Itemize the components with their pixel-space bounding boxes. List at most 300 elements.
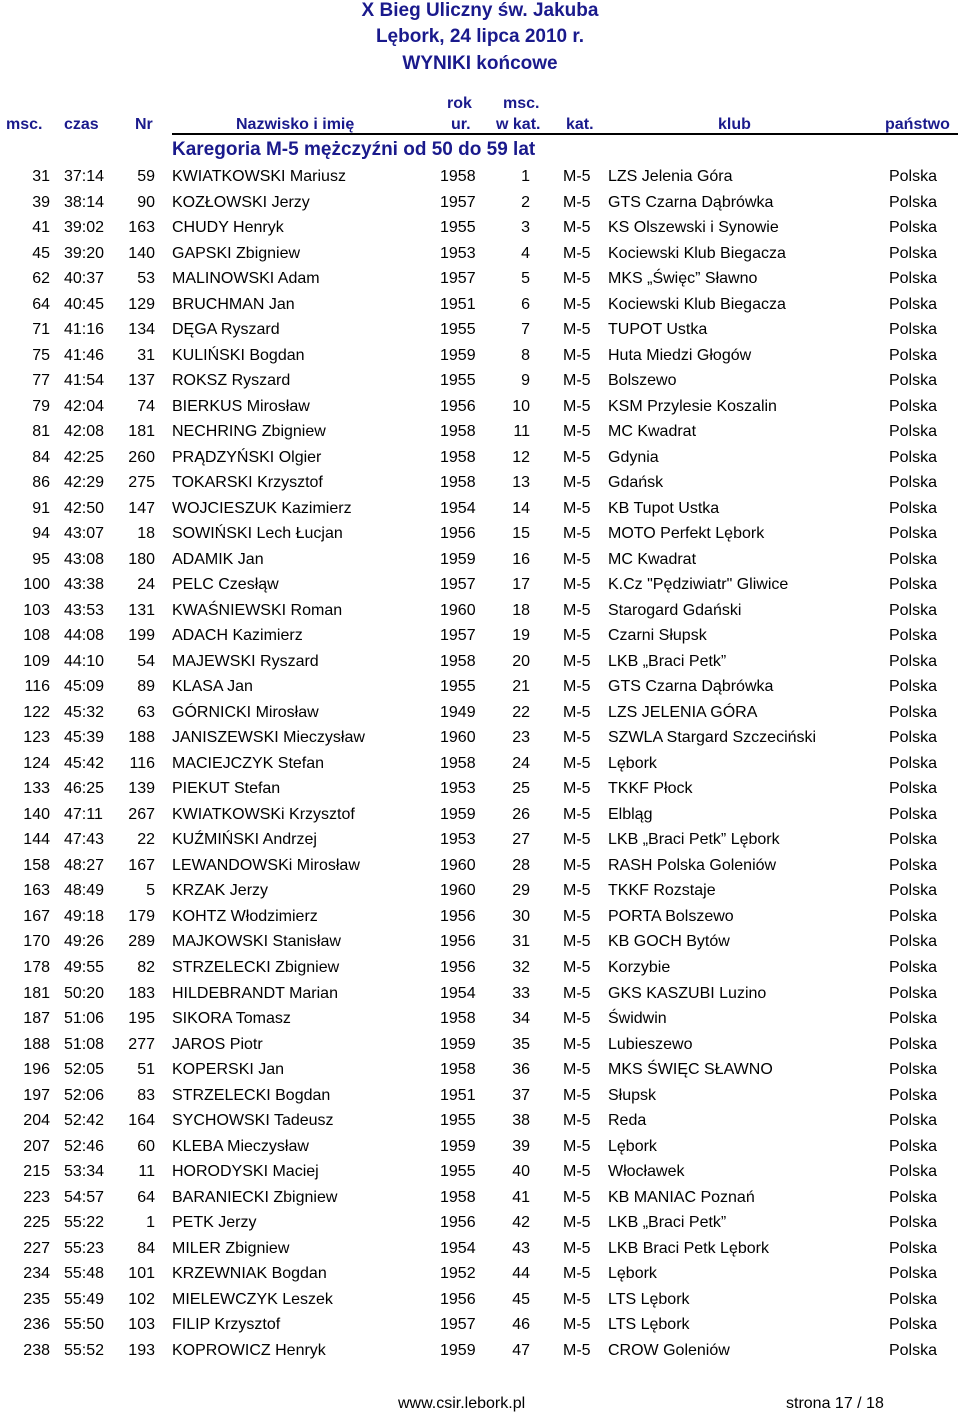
cell-time: 55:48 bbox=[64, 1265, 105, 1283]
cell-year: 1951 bbox=[440, 1086, 476, 1104]
table-row bbox=[0, 624, 960, 650]
cell-kat-position: 17 bbox=[512, 576, 530, 594]
cell-year: 1957 bbox=[440, 1316, 476, 1334]
cell-year: 1955 bbox=[440, 321, 476, 339]
cell-msc: 236 bbox=[23, 1316, 50, 1334]
cell-club: MKS ŚWIĘC SŁAWNO bbox=[608, 1061, 773, 1079]
cell-club: Gdynia bbox=[608, 448, 659, 466]
cell-nr: 180 bbox=[128, 550, 155, 568]
header-rule bbox=[172, 133, 958, 135]
cell-year: 1956 bbox=[440, 397, 476, 415]
cell-time: 51:06 bbox=[64, 1010, 105, 1028]
cell-club: K.Cz "Pędziwiatr" Gliwice bbox=[608, 576, 789, 594]
cell-kat-position: 25 bbox=[512, 780, 530, 798]
cell-nr: 18 bbox=[137, 525, 155, 543]
cell-name: ADAMIK Jan bbox=[172, 550, 264, 568]
cell-year: 1957 bbox=[440, 270, 476, 288]
cell-time: 42:29 bbox=[64, 474, 105, 492]
cell-year: 1960 bbox=[440, 601, 476, 619]
cell-msc: 64 bbox=[32, 295, 50, 313]
cell-name: KUŹMIŃSKI Andrzej bbox=[172, 831, 317, 849]
cell-time: 52:42 bbox=[64, 1112, 105, 1130]
cell-club: GTS Czarna Dąbrówka bbox=[608, 193, 774, 211]
cell-country: Polska bbox=[888, 1239, 937, 1257]
cell-nr: 11 bbox=[138, 1163, 155, 1181]
cell-name: KOZŁOWSKI Jerzy bbox=[172, 193, 310, 211]
cell-msc: 109 bbox=[23, 652, 50, 670]
table-row bbox=[0, 420, 960, 446]
cell-country: Polska bbox=[888, 1188, 937, 1206]
cell-country: Polska bbox=[888, 780, 937, 798]
cell-name: KWIATKOWSKi Krzysztof bbox=[172, 805, 355, 823]
cell-club: Kociewski Klub Biegacza bbox=[608, 244, 786, 262]
cell-category: M-5 bbox=[563, 219, 591, 237]
cell-category: M-5 bbox=[563, 703, 591, 721]
cell-name: MILER Zbigniew bbox=[172, 1239, 290, 1257]
cell-club: LKB „Braci Petk” Lębork bbox=[608, 831, 780, 849]
cell-year: 1958 bbox=[440, 448, 476, 466]
cell-category: M-5 bbox=[563, 270, 591, 288]
cell-time: 47:43 bbox=[64, 831, 105, 849]
cell-country: Polska bbox=[888, 1137, 937, 1155]
col-header-czas: czas bbox=[64, 116, 99, 133]
cell-year: 1960 bbox=[440, 882, 476, 900]
cell-category: M-5 bbox=[563, 907, 591, 925]
cell-name: KULIŃSKI Bogdan bbox=[172, 346, 305, 364]
cell-category: M-5 bbox=[563, 882, 591, 900]
table-row bbox=[0, 1313, 960, 1339]
cell-country: Polska bbox=[888, 397, 937, 415]
cell-club: Kociewski Klub Biegacza bbox=[608, 295, 786, 313]
col-header-rok-bottom: ur. bbox=[451, 116, 471, 133]
cell-name: KRZEWNIAK Bogdan bbox=[172, 1265, 327, 1283]
cell-nr: 140 bbox=[128, 244, 155, 262]
cell-kat-position: 12 bbox=[512, 448, 530, 466]
cell-kat-position: 13 bbox=[512, 474, 530, 492]
col-header-rok-top: rok bbox=[447, 95, 472, 112]
cell-club: TKKF Płock bbox=[608, 780, 693, 798]
cell-category: M-5 bbox=[563, 244, 591, 262]
cell-name: MAJKOWSKI Stanisław bbox=[172, 933, 341, 951]
table-row bbox=[0, 828, 960, 854]
cell-nr: 83 bbox=[137, 1086, 155, 1104]
cell-category: M-5 bbox=[563, 1086, 591, 1104]
cell-club: Lębork bbox=[608, 754, 657, 772]
cell-msc: 31 bbox=[32, 168, 50, 185]
cell-category: M-5 bbox=[563, 678, 591, 696]
cell-nr: 147 bbox=[128, 499, 155, 517]
cell-time: 43:07 bbox=[64, 525, 105, 543]
cell-category: M-5 bbox=[563, 1341, 591, 1359]
table-row bbox=[0, 752, 960, 778]
cell-time: 54:57 bbox=[64, 1188, 105, 1206]
cell-msc: 215 bbox=[23, 1163, 50, 1181]
cell-country: Polska bbox=[888, 729, 937, 747]
cell-msc: 94 bbox=[32, 525, 50, 543]
cell-category: M-5 bbox=[563, 805, 591, 823]
cell-club: LKB „Braci Petk” bbox=[608, 1214, 727, 1232]
cell-nr: 1 bbox=[146, 1214, 155, 1232]
cell-nr: 103 bbox=[128, 1316, 155, 1334]
table-row bbox=[0, 1135, 960, 1161]
cell-country: Polska bbox=[888, 474, 937, 492]
cell-year: 1956 bbox=[440, 933, 476, 951]
cell-msc: 79 bbox=[32, 397, 50, 415]
cell-nr: 82 bbox=[137, 958, 155, 976]
cell-kat-position: 28 bbox=[512, 856, 530, 874]
cell-year: 1959 bbox=[440, 1137, 476, 1155]
cell-category: M-5 bbox=[563, 1188, 591, 1206]
cell-name: KOHTZ Włodzimierz bbox=[172, 907, 318, 925]
cell-kat-position: 43 bbox=[512, 1239, 530, 1257]
cell-name: HILDEBRANDT Marian bbox=[172, 984, 338, 1002]
cell-nr: 90 bbox=[137, 193, 155, 211]
event-title: X Bieg Uliczny św. Jakuba bbox=[361, 0, 599, 21]
cell-kat-position: 14 bbox=[512, 499, 530, 517]
cell-nr: 60 bbox=[137, 1137, 155, 1155]
cell-time: 42:08 bbox=[64, 423, 105, 441]
cell-msc: 71 bbox=[32, 321, 50, 339]
cell-kat-position: 47 bbox=[512, 1341, 530, 1359]
cell-kat-position: 29 bbox=[512, 882, 530, 900]
cell-year: 1955 bbox=[440, 1112, 476, 1130]
footer-url: www.csir.lebork.pl bbox=[398, 1395, 526, 1412]
cell-kat-position: 22 bbox=[512, 703, 530, 721]
cell-category: M-5 bbox=[563, 576, 591, 594]
cell-time: 41:54 bbox=[64, 372, 105, 390]
cell-kat-position: 11 bbox=[513, 423, 530, 441]
cell-club: LKB „Braci Petk” bbox=[608, 652, 727, 670]
cell-category: M-5 bbox=[563, 474, 591, 492]
table-row bbox=[0, 650, 960, 676]
cell-club: LTS Lębork bbox=[608, 1290, 690, 1308]
cell-msc: 62 bbox=[32, 270, 50, 288]
cell-name: KOPROWICZ Henryk bbox=[172, 1341, 326, 1359]
cell-category: M-5 bbox=[563, 550, 591, 568]
cell-kat-position: 36 bbox=[512, 1061, 530, 1079]
cell-year: 1954 bbox=[440, 1239, 476, 1257]
cell-category: M-5 bbox=[563, 933, 591, 951]
table-row bbox=[0, 930, 960, 956]
cell-name: LEWANDOWSKi Mirosław bbox=[172, 856, 360, 874]
cell-year: 1958 bbox=[440, 652, 476, 670]
cell-name: NECHRING Zbigniew bbox=[172, 423, 326, 441]
cell-msc: 39 bbox=[32, 193, 50, 211]
cell-club: GKS KASZUBI Luzino bbox=[608, 984, 767, 1002]
cell-year: 1959 bbox=[440, 1035, 476, 1053]
cell-country: Polska bbox=[888, 933, 937, 951]
cell-name: WOJCIESZUK Kazimierz bbox=[172, 499, 352, 517]
cell-time: 50:20 bbox=[64, 984, 105, 1002]
cell-club: MC Kwadrat bbox=[608, 550, 697, 568]
cell-category: M-5 bbox=[563, 193, 591, 211]
col-header-panstwo: państwo bbox=[885, 116, 950, 133]
cell-name: SIKORA Tomasz bbox=[172, 1010, 291, 1028]
cell-name: CHUDY Henryk bbox=[172, 219, 284, 237]
cell-name: HORODYSKI Maciej bbox=[172, 1163, 319, 1181]
cell-country: Polska bbox=[888, 1163, 937, 1181]
cell-kat-position: 15 bbox=[512, 525, 530, 543]
cell-msc: 196 bbox=[23, 1061, 50, 1079]
cell-msc: 170 bbox=[23, 933, 50, 951]
cell-country: Polska bbox=[888, 1214, 937, 1232]
cell-kat-position: 20 bbox=[512, 652, 530, 670]
cell-time: 51:08 bbox=[64, 1035, 105, 1053]
results-table bbox=[0, 165, 960, 1364]
cell-year: 1960 bbox=[440, 729, 476, 747]
cell-kat-position: 41 bbox=[512, 1188, 530, 1206]
cell-name: PIEKUT Stefan bbox=[172, 780, 281, 798]
cell-year: 1960 bbox=[440, 856, 476, 874]
cell-kat-position: 3 bbox=[521, 219, 530, 237]
cell-category: M-5 bbox=[563, 1137, 591, 1155]
cell-time: 39:20 bbox=[64, 244, 105, 262]
cell-kat-position: 33 bbox=[512, 984, 530, 1002]
cell-name: MACIEJCZYK Stefan bbox=[172, 754, 325, 772]
cell-country: Polska bbox=[888, 346, 937, 364]
cell-time: 42:25 bbox=[64, 448, 105, 466]
cell-country: Polska bbox=[888, 1316, 937, 1334]
cell-kat-position: 10 bbox=[512, 397, 530, 415]
cell-year: 1956 bbox=[440, 525, 476, 543]
cell-nr: 24 bbox=[137, 576, 155, 594]
cell-kat-position: 21 bbox=[512, 678, 530, 696]
cell-category: M-5 bbox=[563, 1290, 591, 1308]
footer-page-number: strona 17 / 18 bbox=[786, 1395, 884, 1412]
cell-time: 55:49 bbox=[64, 1290, 105, 1308]
table-row bbox=[0, 573, 960, 599]
cell-country: Polska bbox=[888, 703, 937, 721]
cell-club: Starogard Gdański bbox=[608, 601, 742, 619]
cell-time: 45:39 bbox=[64, 729, 105, 747]
cell-nr: 134 bbox=[128, 321, 155, 339]
cell-nr: 260 bbox=[128, 448, 155, 466]
cell-time: 49:26 bbox=[64, 933, 105, 951]
cell-name: PELC Czesłąw bbox=[172, 576, 279, 594]
table-row bbox=[0, 471, 960, 497]
cell-kat-position: 2 bbox=[521, 193, 530, 211]
cell-kat-position: 32 bbox=[512, 958, 530, 976]
table-row bbox=[0, 777, 960, 803]
table-row bbox=[0, 879, 960, 905]
cell-msc: 133 bbox=[23, 780, 50, 798]
cell-nr: 193 bbox=[128, 1341, 155, 1359]
cell-year: 1959 bbox=[440, 550, 476, 568]
table-row bbox=[0, 267, 960, 293]
cell-country: Polska bbox=[888, 958, 937, 976]
table-row bbox=[0, 1058, 960, 1084]
cell-name: KWIATKOWSKI Mariusz bbox=[172, 168, 346, 185]
cell-name: BARANIECKI Zbigniew bbox=[172, 1188, 338, 1206]
cell-nr: 289 bbox=[128, 933, 155, 951]
cell-kat-position: 42 bbox=[512, 1214, 530, 1232]
table-row bbox=[0, 701, 960, 727]
cell-category: M-5 bbox=[563, 780, 591, 798]
cell-msc: 140 bbox=[23, 805, 50, 823]
cell-club: SZWLA Stargard Szczeciński bbox=[608, 729, 817, 747]
cell-name: KRZAK Jerzy bbox=[172, 882, 269, 900]
cell-msc: 167 bbox=[23, 907, 50, 925]
cell-name: JAROS Piotr bbox=[172, 1035, 263, 1053]
cell-category: M-5 bbox=[563, 729, 591, 747]
results-title: WYNIKI końcowe bbox=[402, 53, 558, 74]
cell-club: KB MANIAC Poznań bbox=[608, 1188, 755, 1206]
cell-country: Polska bbox=[888, 907, 937, 925]
cell-msc: 103 bbox=[23, 601, 50, 619]
table-row bbox=[0, 675, 960, 701]
cell-year: 1955 bbox=[440, 372, 476, 390]
cell-country: Polska bbox=[888, 831, 937, 849]
cell-country: Polska bbox=[888, 193, 937, 211]
cell-kat-position: 26 bbox=[512, 805, 530, 823]
cell-kat-position: 39 bbox=[512, 1137, 530, 1155]
cell-nr: 181 bbox=[128, 423, 155, 441]
cell-time: 42:50 bbox=[64, 499, 105, 517]
cell-time: 46:25 bbox=[64, 780, 105, 798]
cell-time: 48:27 bbox=[64, 856, 105, 874]
table-row bbox=[0, 497, 960, 523]
cell-category: M-5 bbox=[563, 168, 591, 185]
cell-name: PRĄDZYŃSKI Olgier bbox=[172, 448, 322, 466]
cell-nr: 137 bbox=[128, 372, 155, 390]
cell-category: M-5 bbox=[563, 601, 591, 619]
cell-category: M-5 bbox=[563, 652, 591, 670]
cell-category: M-5 bbox=[563, 1035, 591, 1053]
cell-time: 42:04 bbox=[64, 397, 105, 415]
cell-msc: 197 bbox=[23, 1086, 50, 1104]
cell-kat-position: 1 bbox=[521, 168, 530, 185]
table-row bbox=[0, 216, 960, 242]
cell-club: MOTO Perfekt Lębork bbox=[608, 525, 765, 543]
table-row bbox=[0, 446, 960, 472]
table-row bbox=[0, 1211, 960, 1237]
cell-msc: 188 bbox=[23, 1035, 50, 1053]
cell-time: 38:14 bbox=[64, 193, 105, 211]
event-date-location: Lębork, 24 lipca 2010 r. bbox=[375, 26, 585, 47]
cell-time: 45:42 bbox=[64, 754, 105, 772]
cell-year: 1955 bbox=[440, 1163, 476, 1181]
cell-category: M-5 bbox=[563, 525, 591, 543]
cell-club: Korzybie bbox=[608, 958, 671, 976]
cell-name: KLEBA Mieczysław bbox=[172, 1137, 309, 1155]
cell-year: 1956 bbox=[440, 1214, 476, 1232]
cell-kat-position: 38 bbox=[512, 1112, 530, 1130]
cell-msc: 86 bbox=[32, 474, 50, 492]
cell-kat-position: 23 bbox=[512, 729, 530, 747]
cell-time: 41:46 bbox=[64, 346, 105, 364]
cell-name: KLASA Jan bbox=[172, 678, 253, 696]
cell-nr: 63 bbox=[137, 703, 155, 721]
cell-year: 1955 bbox=[440, 219, 476, 237]
cell-time: 43:08 bbox=[64, 550, 105, 568]
cell-nr: 5 bbox=[146, 882, 155, 900]
cell-year: 1949 bbox=[440, 703, 476, 721]
cell-time: 41:16 bbox=[64, 321, 105, 339]
cell-country: Polska bbox=[888, 448, 937, 466]
cell-kat-position: 44 bbox=[512, 1265, 530, 1283]
cell-club: Włocławek bbox=[608, 1163, 685, 1181]
cell-country: Polska bbox=[888, 295, 937, 313]
cell-time: 40:45 bbox=[64, 295, 105, 313]
cell-name: TOKARSKI Krzysztof bbox=[172, 474, 323, 492]
cell-category: M-5 bbox=[563, 1010, 591, 1028]
cell-year: 1958 bbox=[440, 474, 476, 492]
cell-year: 1953 bbox=[440, 831, 476, 849]
cell-time: 55:22 bbox=[64, 1214, 105, 1232]
cell-country: Polska bbox=[888, 321, 937, 339]
table-row bbox=[0, 522, 960, 548]
cell-time: 55:50 bbox=[64, 1316, 105, 1334]
cell-country: Polska bbox=[888, 754, 937, 772]
table-row bbox=[0, 369, 960, 395]
table-row bbox=[0, 293, 960, 319]
table-row bbox=[0, 548, 960, 574]
cell-year: 1959 bbox=[440, 1341, 476, 1359]
cell-time: 53:34 bbox=[64, 1163, 105, 1181]
cell-nr: 74 bbox=[137, 397, 155, 415]
cell-nr: 277 bbox=[128, 1035, 155, 1053]
cell-nr: 59 bbox=[137, 168, 155, 185]
cell-name: SYCHOWSKI Tadeusz bbox=[172, 1112, 334, 1130]
cell-country: Polska bbox=[888, 1265, 937, 1283]
cell-name: GÓRNICKI Mirosław bbox=[172, 703, 319, 721]
cell-msc: 81 bbox=[32, 423, 50, 441]
cell-country: Polska bbox=[888, 550, 937, 568]
cell-time: 49:18 bbox=[64, 907, 105, 925]
cell-time: 48:49 bbox=[64, 882, 105, 900]
cell-category: M-5 bbox=[563, 984, 591, 1002]
table-row bbox=[0, 191, 960, 217]
cell-nr: 131 bbox=[128, 601, 155, 619]
cell-year: 1958 bbox=[440, 1010, 476, 1028]
table-row bbox=[0, 165, 960, 191]
cell-category: M-5 bbox=[563, 448, 591, 466]
cell-nr: 101 bbox=[128, 1265, 155, 1283]
cell-category: M-5 bbox=[563, 1239, 591, 1257]
table-row bbox=[0, 1007, 960, 1033]
cell-msc: 204 bbox=[23, 1112, 50, 1130]
cell-nr: 195 bbox=[128, 1010, 155, 1028]
cell-msc: 77 bbox=[32, 372, 50, 390]
cell-kat-position: 19 bbox=[512, 627, 530, 645]
cell-kat-position: 40 bbox=[512, 1163, 530, 1181]
cell-time: 52:06 bbox=[64, 1086, 105, 1104]
cell-club: KS Olszewski i Synowie bbox=[608, 219, 779, 237]
cell-country: Polska bbox=[888, 856, 937, 874]
cell-name: KWAŚNIEWSKI Roman bbox=[172, 601, 343, 619]
cell-name: STRZELECKI Zbigniew bbox=[172, 958, 340, 976]
cell-club: Lębork bbox=[608, 1137, 657, 1155]
cell-time: 55:23 bbox=[64, 1239, 105, 1257]
cell-club: RASH Polska Goleniów bbox=[608, 856, 777, 874]
cell-club: Huta Miedzi Głogów bbox=[608, 346, 752, 364]
cell-kat-position: 27 bbox=[512, 831, 530, 849]
cell-country: Polska bbox=[888, 219, 937, 237]
cell-msc: 45 bbox=[32, 244, 50, 262]
cell-club: LZS JELENIA GÓRA bbox=[608, 703, 758, 721]
table-row bbox=[0, 318, 960, 344]
cell-time: 52:05 bbox=[64, 1061, 105, 1079]
cell-country: Polska bbox=[888, 1061, 937, 1079]
cell-kat-position: 6 bbox=[521, 295, 530, 313]
cell-msc: 100 bbox=[23, 576, 50, 594]
cell-category: M-5 bbox=[563, 1163, 591, 1181]
cell-country: Polska bbox=[888, 270, 937, 288]
cell-kat-position: 7 bbox=[521, 321, 530, 339]
cell-kat-position: 18 bbox=[512, 601, 530, 619]
cell-nr: 164 bbox=[128, 1112, 155, 1130]
cell-kat-position: 35 bbox=[512, 1035, 530, 1053]
